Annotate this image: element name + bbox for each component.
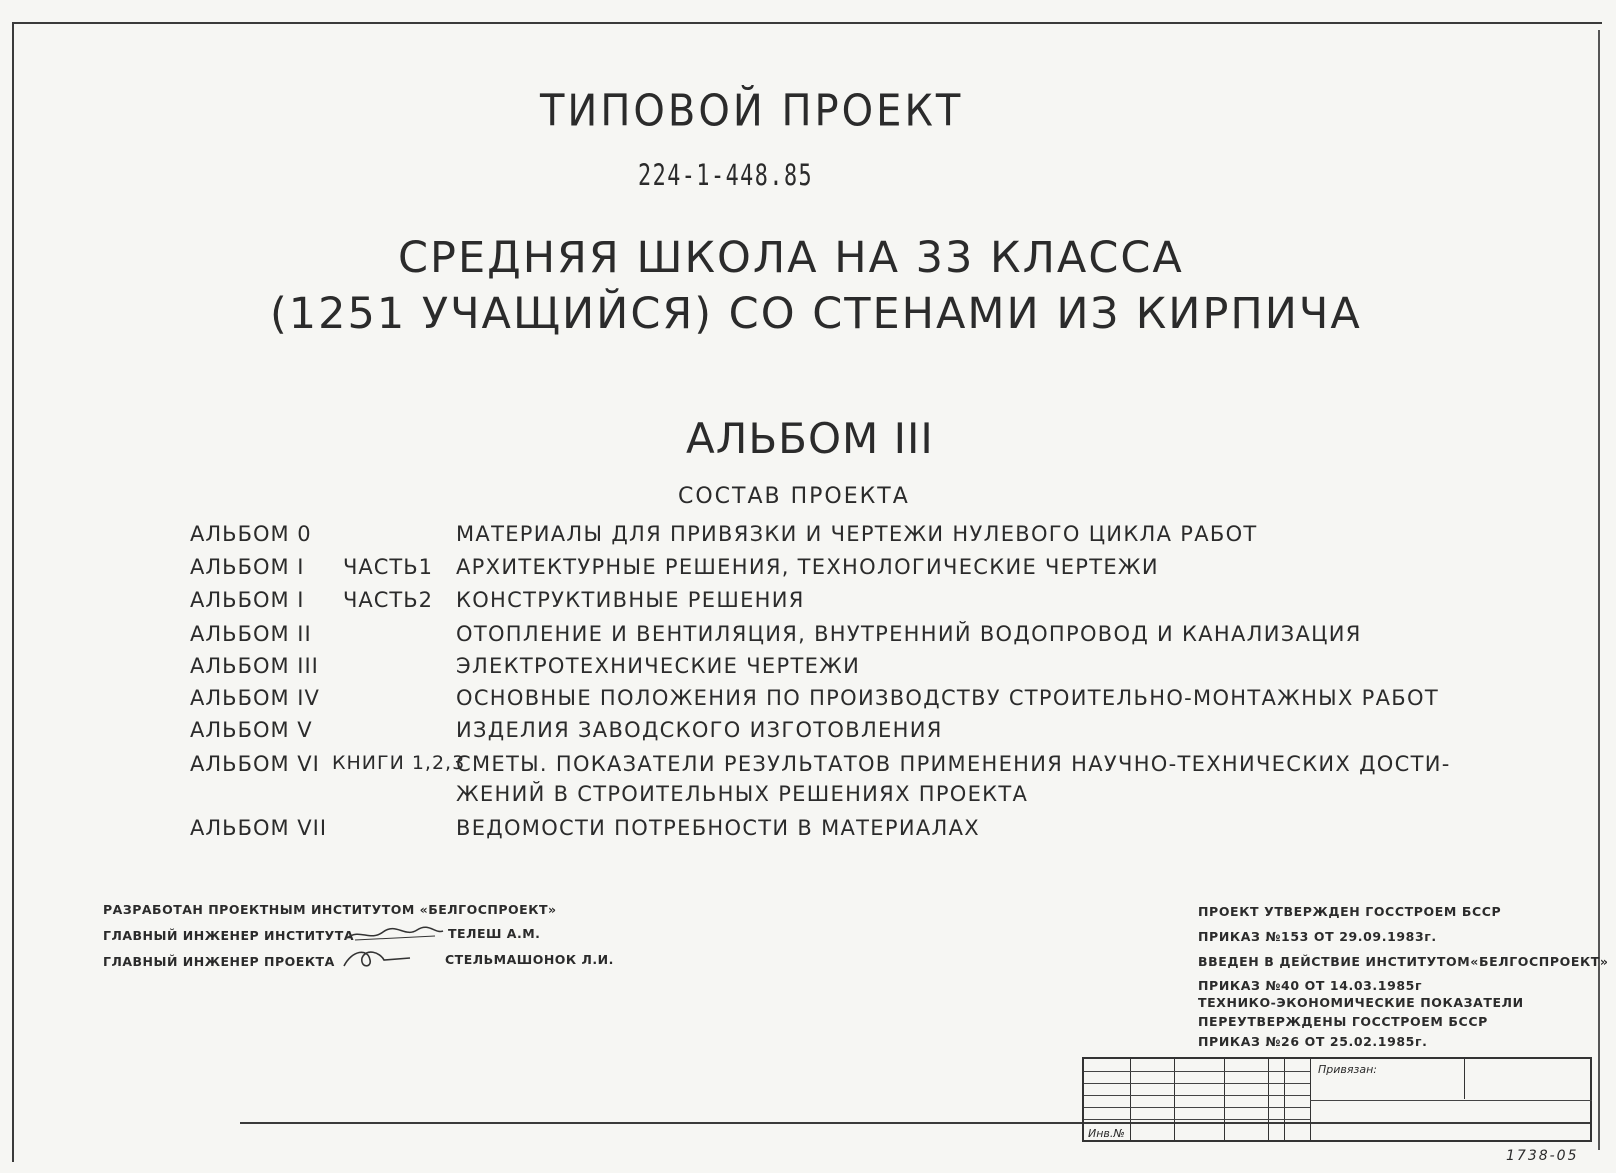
signature-stelmashonok [340, 946, 420, 970]
contents-part: ЧАСТЬ2 [343, 588, 434, 612]
contents-album: АЛЬБОМ IV [190, 686, 320, 710]
contents-desc: МАТЕРИАЛЫ ДЛЯ ПРИВЯЗКИ И ЧЕРТЕЖИ НУЛЕВОГО ЦИКЛА РАБОТ [456, 522, 1258, 546]
contents-desc: КОНСТРУКТИВНЫЕ РЕШЕНИЯ [456, 588, 805, 612]
approval-line: ПРИКАЗ №40 ОТ 14.03.1985г [1198, 978, 1423, 993]
signature-telesh [345, 924, 445, 944]
developer-institute: РАЗРАБОТАН ПРОЕКТНЫМ ИНСТИТУТОМ «БЕЛГОСПРОЕКТ» [103, 902, 557, 917]
project-heading-line1: СРЕДНЯЯ ШКОЛА НА 33 КЛАССА [398, 233, 1184, 283]
contents-part: ЧАСТЬ1 [343, 555, 434, 579]
contents-part: КНИГИ 1,2,3 [332, 752, 466, 774]
contents-desc: ВЕДОМОСТИ ПОТРЕБНОСТИ В МАТЕРИАЛАХ [456, 816, 980, 840]
contents-album: АЛЬБОМ II [190, 622, 312, 646]
contents-album: АЛЬБОМ VI [190, 752, 320, 776]
contents-desc: ЭЛЕКТРОТЕХНИЧЕСКИЕ ЧЕРТЕЖИ [456, 654, 861, 678]
project-engineer-name: СТЕЛЬМАШОНОК Л.И. [445, 952, 614, 967]
approval-line: ПЕРЕУТВЕРЖДЕНЫ ГОССТРОЕМ БССР [1198, 1014, 1488, 1029]
sheet-code: 1738-05 [1506, 1148, 1579, 1164]
contents-album: АЛЬБОМ I [190, 588, 305, 612]
approval-line: ПРИКАЗ №153 ОТ 29.09.1983г. [1198, 929, 1437, 944]
frame-right-line [1598, 30, 1600, 1150]
contents-desc: ЖЕНИЙ В СТРОИТЕЛЬНЫХ РЕШЕНИЯХ ПРОЕКТА [456, 782, 1029, 806]
approval-line: ПРОЕКТ УТВЕРЖДЕН ГОССТРОЕМ БССР [1198, 904, 1502, 919]
contents-desc: СМЕТЫ. ПОКАЗАТЕЛИ РЕЗУЛЬТАТОВ ПРИМЕНЕНИЯ НАУЧНО-ТЕХНИЧЕСКИХ ДОСТИ- [456, 752, 1451, 776]
approval-line: ТЕХНИКО-ЭКОНОМИЧЕСКИЕ ПОКАЗАТЕЛИ [1198, 995, 1524, 1010]
project-number: 224-1-448.85 [638, 158, 814, 192]
document-type-title: ТИПОВОЙ ПРОЕКТ [540, 85, 964, 137]
contents-desc: ОСНОВНЫЕ ПОЛОЖЕНИЯ ПО ПРОИЗВОДСТВУ СТРОИТЕЛЬНО-МОНТАЖНЫХ РАБОТ [456, 686, 1439, 710]
contents-album: АЛЬБОМ I [190, 555, 305, 579]
contents-title: СОСТАВ ПРОЕКТА [678, 484, 910, 509]
chief-engineer-label: ГЛАВНЫЙ ИНЖЕНЕР ИНСТИТУТА [103, 928, 355, 943]
stamp-bound-label: Привязан: [1318, 1063, 1377, 1076]
contents-desc: АРХИТЕКТУРНЫЕ РЕШЕНИЯ, ТЕХНОЛОГИЧЕСКИЕ ЧЕРТЕЖИ [456, 555, 1159, 579]
contents-album: АЛЬБОМ V [190, 718, 313, 742]
contents-album: АЛЬБОМ VII [190, 816, 328, 840]
contents-album: АЛЬБОМ III [190, 654, 319, 678]
stamp-inventory-label: Инв.№ [1088, 1127, 1125, 1140]
chief-engineer-name: ТЕЛЕШ А.М. [448, 926, 541, 941]
approval-line: ВВЕДЕН В ДЕЙСТВИЕ ИНСТИТУТОМ«БЕЛГОСПРОЕКТ» [1198, 954, 1609, 969]
contents-album: АЛЬБОМ 0 [190, 522, 312, 546]
album-title: АЛЬБОМ III [686, 414, 934, 463]
project-heading-line2: (1251 УЧАЩИЙСЯ) СО СТЕНАМИ ИЗ КИРПИЧА [270, 289, 1362, 339]
project-engineer-label: ГЛАВНЫЙ ИНЖЕНЕР ПРОЕКТА [103, 954, 335, 969]
title-block-stamp [1082, 1057, 1592, 1142]
contents-desc: ИЗДЕЛИЯ ЗАВОДСКОГО ИЗГОТОВЛЕНИЯ [456, 718, 943, 742]
contents-desc: ОТОПЛЕНИЕ И ВЕНТИЛЯЦИЯ, ВНУТРЕННИЙ ВОДОПРОВОД И КАНАЛИЗАЦИЯ [456, 622, 1362, 646]
approval-line: ПРИКАЗ №26 ОТ 25.02.1985г. [1198, 1034, 1428, 1049]
